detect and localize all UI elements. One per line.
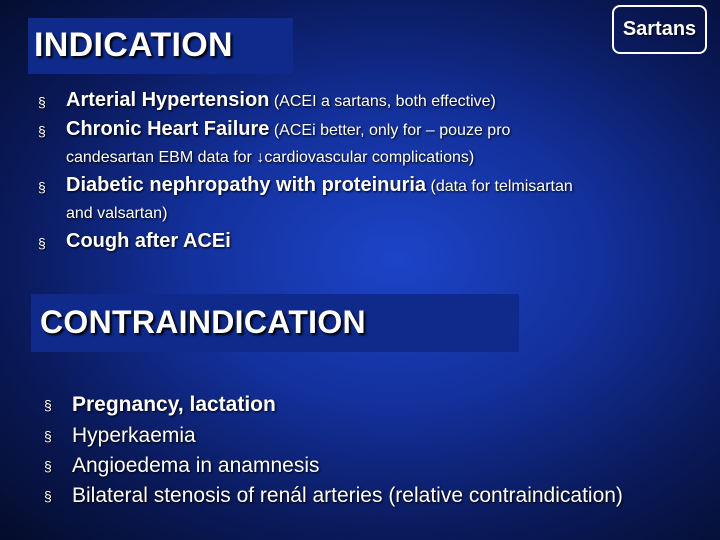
indication-main: Arterial Hypertension [66, 89, 270, 111]
indication-note: (data for telmisartan [430, 178, 573, 195]
bullet-icon: § [38, 179, 46, 195]
indication-item [66, 89, 496, 112]
indication-note: (ACEi better, only for – pouze pro [273, 122, 511, 139]
indication-note-continued: candesartan EBM data for ↓cardiovascular complications) [66, 149, 475, 166]
bullet-icon: § [44, 458, 52, 474]
indication-main: Cough after ACEi [66, 230, 231, 252]
contraindication-item: Hyperkaemia [72, 424, 196, 447]
indication-main: Chronic Heart Failure [66, 118, 270, 140]
slide-title: INDICATION [34, 26, 233, 64]
bullet-icon: § [38, 123, 46, 139]
contraindication-item: Bilateral stenosis of renál arteries (relative contraindication) [72, 484, 623, 507]
indication-main: Diabetic nephropathy with proteinuria [66, 174, 427, 196]
contraindication-item: Pregnancy, lactation [72, 393, 276, 416]
indication-item [66, 174, 573, 197]
bullet-icon: § [44, 488, 52, 504]
bullet-icon: § [38, 235, 46, 251]
contraindication-item: Angioedema in anamnesis [72, 454, 320, 477]
topic-badge: Sartans [612, 5, 707, 54]
indication-note: (ACEI a sartans, both effective) [273, 93, 496, 110]
indication-note-continued: and valsartan) [66, 205, 168, 222]
bullet-icon: § [38, 94, 46, 110]
bullet-icon: § [44, 428, 52, 444]
indication-item [66, 118, 510, 141]
contraindication-title: CONTRAINDICATION [40, 304, 366, 340]
bullet-icon: § [44, 397, 52, 413]
indication-item [66, 230, 231, 253]
